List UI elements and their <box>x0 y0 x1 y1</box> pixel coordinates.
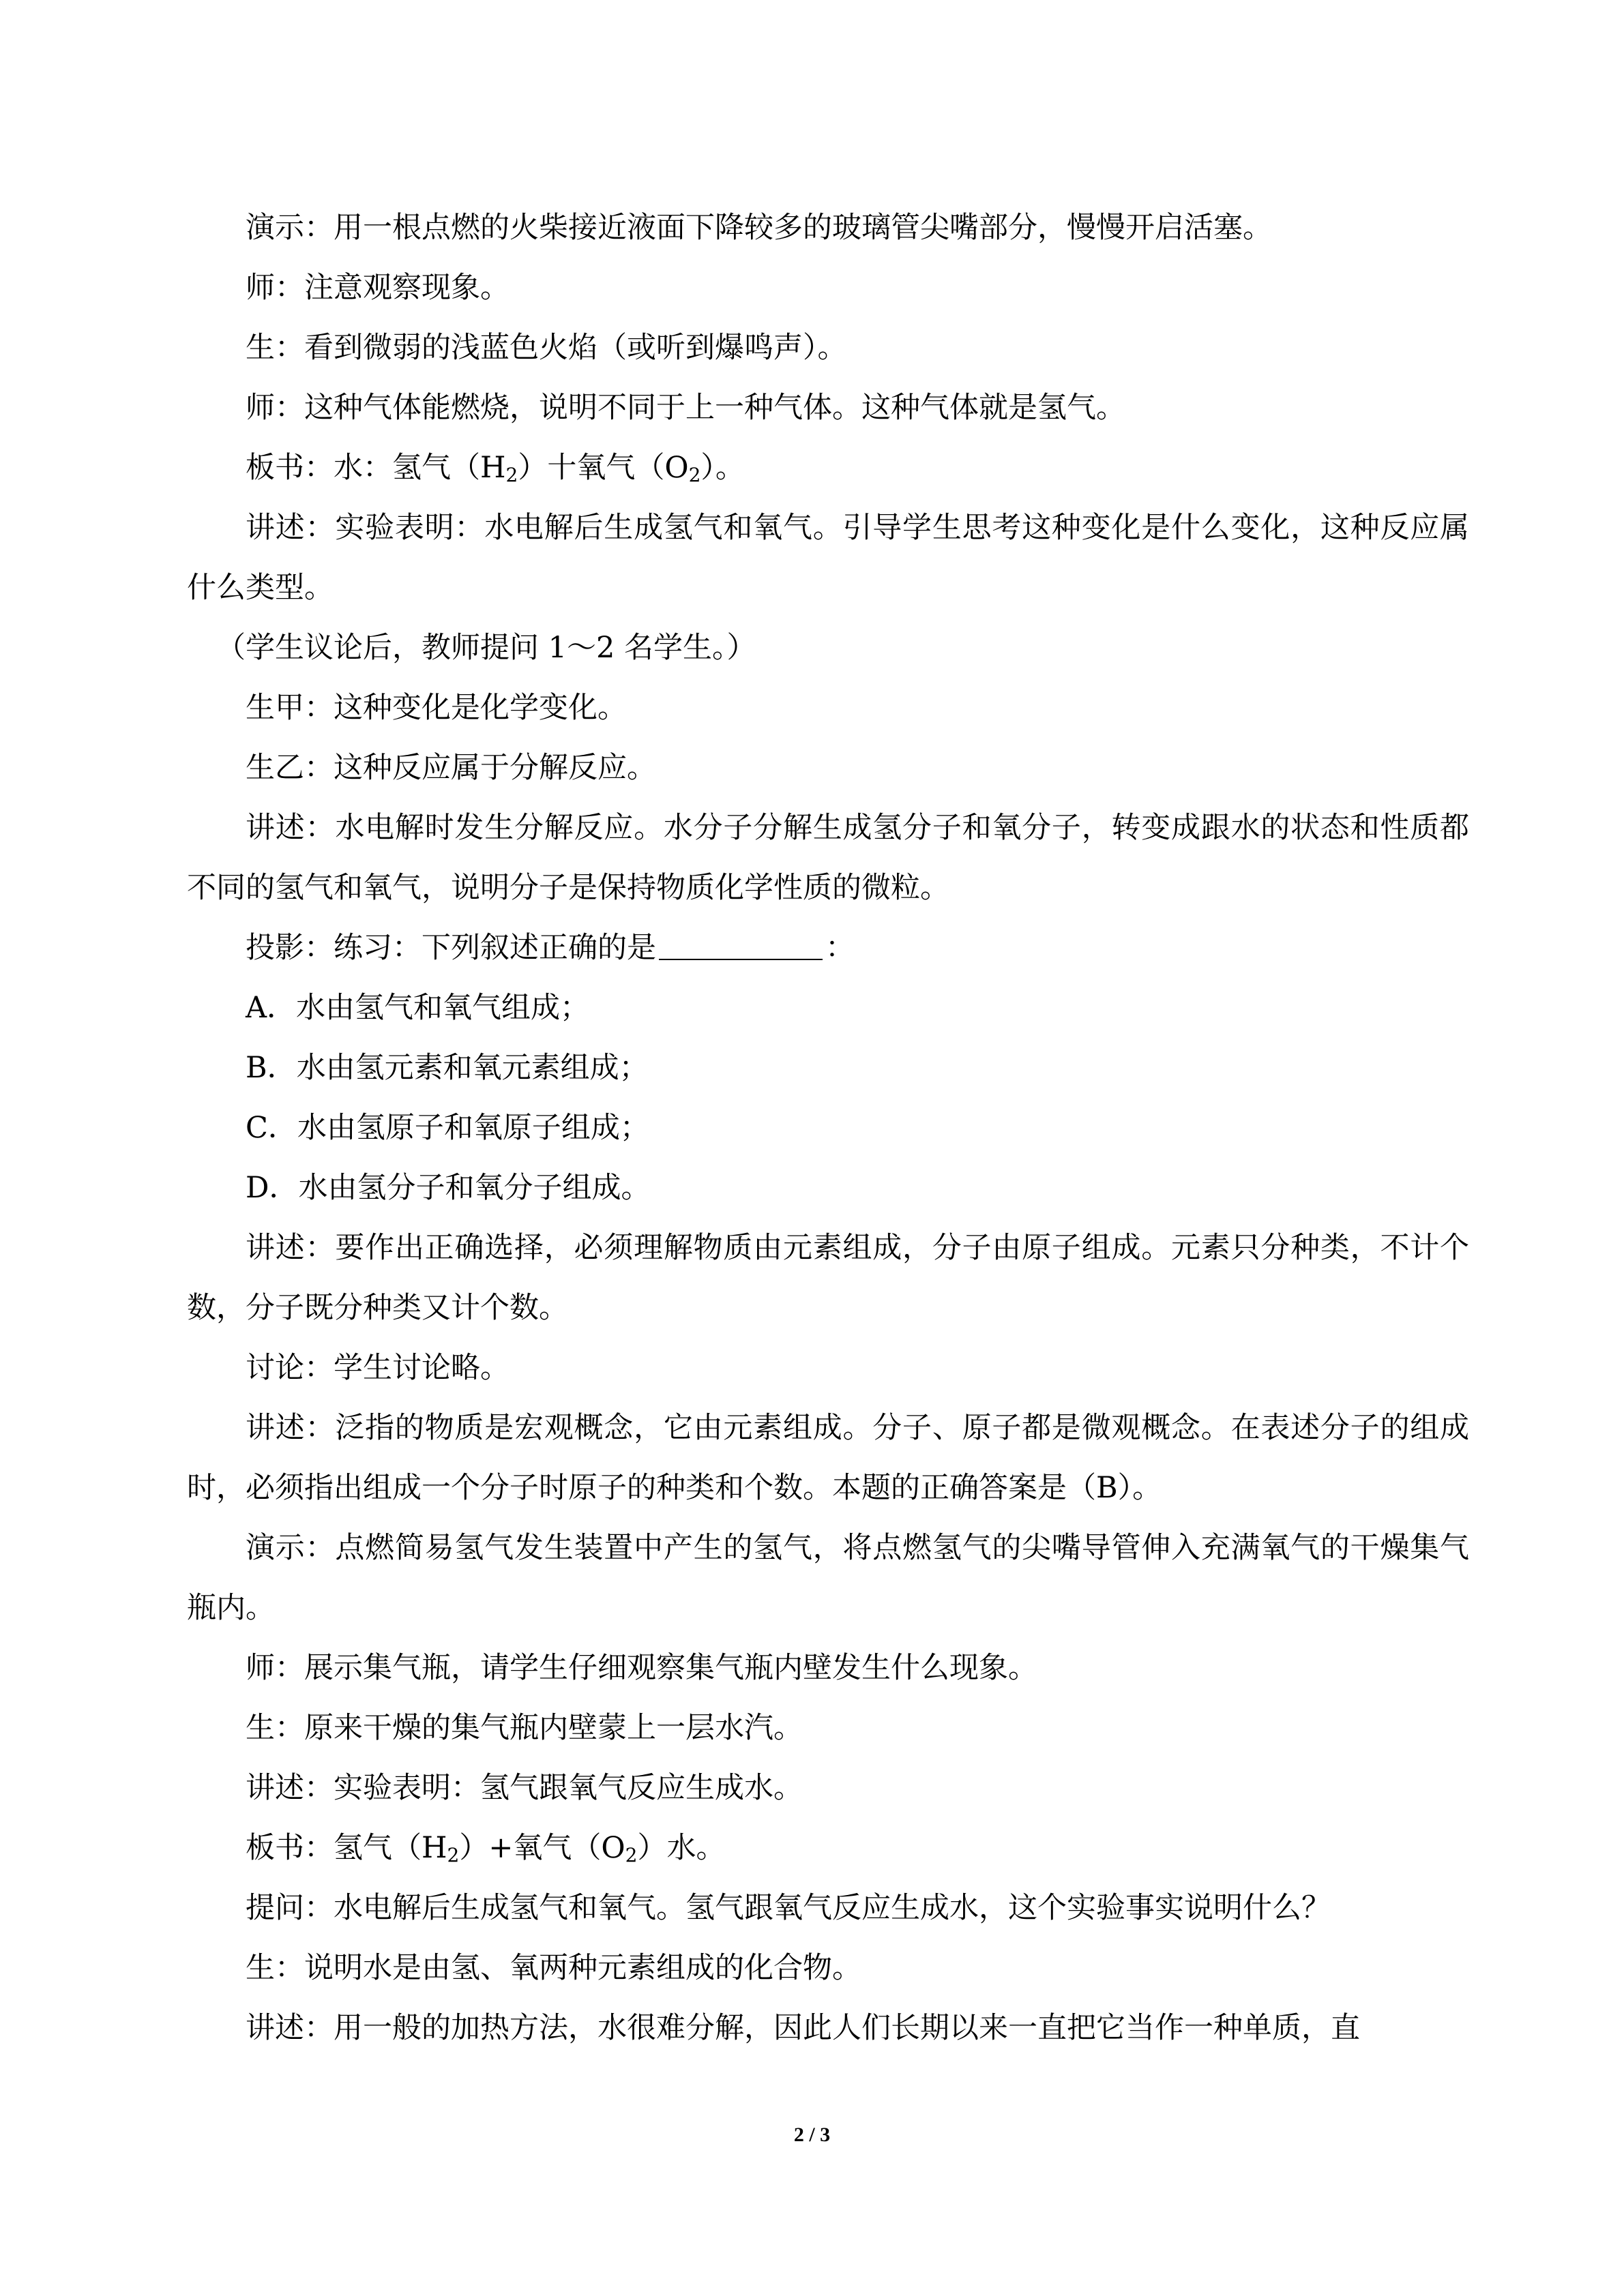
subscript: 2 <box>625 1844 638 1866</box>
document-body <box>187 198 1469 2058</box>
option-b: B．水由氢元素和氧元素组成； <box>246 1051 649 1085</box>
question-text: 投影：练习：下列叙述正确的是 <box>246 931 656 965</box>
subscript: 2 <box>688 464 701 486</box>
paragraph-exercise-question <box>187 918 1469 978</box>
equation-text: ）十氧气（O <box>518 451 689 485</box>
question-colon: ： <box>825 931 855 965</box>
paragraph-discussion: 讨论：学生讨论略。 <box>246 1351 510 1385</box>
paragraph-student-flame: 生：看到微弱的浅蓝色火焰（或听到爆鸣声）。 <box>246 331 847 365</box>
option-d: D．水由氢分子和氧分子组成。 <box>246 1171 651 1205</box>
equation-text: 板书：水：氢气（H <box>246 451 506 485</box>
option-a: A．水由氢气和氧气组成； <box>246 991 590 1025</box>
answer-blank <box>659 931 823 960</box>
paragraph-explain-water-formed: 讲述：实验表明：氢气跟氧气反应生成水。 <box>246 1771 803 1805</box>
paragraph-board-equation-1 <box>187 438 1469 498</box>
paragraph-explain-electrolysis: 讲述：实验表明：水电解后生成氢气和氧气。引导学生思考这种变化是什么变化，这种反应属什么类型。 <box>187 511 1469 605</box>
paragraph-explain-macro-micro: 讲述：泛指的物质是宏观概念，它由元素组成。分子、原子都是微观概念。在表述分子的组成时，必须指出组成一个分子时原子的种类和个数。本题的正确答案是（B）。 <box>187 1411 1469 1505</box>
paragraph-class-discussion: （学生议论后，教师提问 1～2 名学生。） <box>216 631 756 665</box>
paragraph-teacher-show-bottle: 师：展示集气瓶，请学生仔细观察集气瓶内壁发生什么现象。 <box>246 1651 1037 1685</box>
option-c: C．水由氢原子和氧原子组成； <box>246 1111 649 1145</box>
paragraph-student-compound: 生：说明水是由氢、氧两种元素组成的化合物。 <box>246 1951 861 1985</box>
paragraph-demo-match: 演示：用一根点燃的火柴接近液面下降较多的玻璃管尖嘴部分，慢慢开启活塞。 <box>246 211 1272 245</box>
paragraph-teacher-hydrogen: 师：这种气体能燃烧，说明不同于上一种气体。这种气体就是氢气。 <box>246 391 1125 425</box>
subscript: 2 <box>447 1844 460 1866</box>
equation-text: ）。 <box>700 451 745 485</box>
paragraph-student-b: 生乙：这种反应属于分解反应。 <box>246 751 656 785</box>
subscript: 2 <box>505 464 518 486</box>
paragraph-teacher-observe: 师：注意观察现象。 <box>246 271 510 305</box>
paragraph-student-a: 生甲：这种变化是化学变化。 <box>246 691 627 725</box>
paragraph-question-meaning: 提问：水电解后生成氢气和氧气。氢气跟氧气反应生成水，这个实验事实说明什么？ <box>246 1891 1331 1925</box>
page-number: 2 / 3 <box>793 2123 831 2146</box>
paragraph-explain-choice: 讲述：要作出正确选择，必须理解物质由元素组成，分子由原子组成。元素只分种类，不计个数，分子既分种类又计个数。 <box>187 1231 1469 1325</box>
equation-text: ）水。 <box>637 1831 726 1865</box>
equation-text: ）+氧气（O <box>459 1831 625 1865</box>
paragraph-explain-history: 讲述：用一般的加热方法，水很难分解，因此人们长期以来一直把它当作一种单质，直 <box>246 2011 1360 2045</box>
paragraph-demo-burn-hydrogen: 演示：点燃简易氢气发生装置中产生的氢气，将点燃氢气的尖嘴导管伸入充满氧气的干燥集气瓶内。 <box>187 1531 1469 1625</box>
equation-text: 板书：氢气（H <box>246 1831 447 1865</box>
paragraph-student-vapor: 生：原来干燥的集气瓶内壁蒙上一层水汽。 <box>246 1711 803 1745</box>
paragraph-explain-decomposition: 讲述：水电解时发生分解反应。水分子分解生成氢分子和氧分子，转变成跟水的状态和性质都不同的氢气和氧气，说明分子是保持物质化学性质的微粒。 <box>187 811 1469 905</box>
paragraph-board-equation-2 <box>187 1818 1469 1878</box>
